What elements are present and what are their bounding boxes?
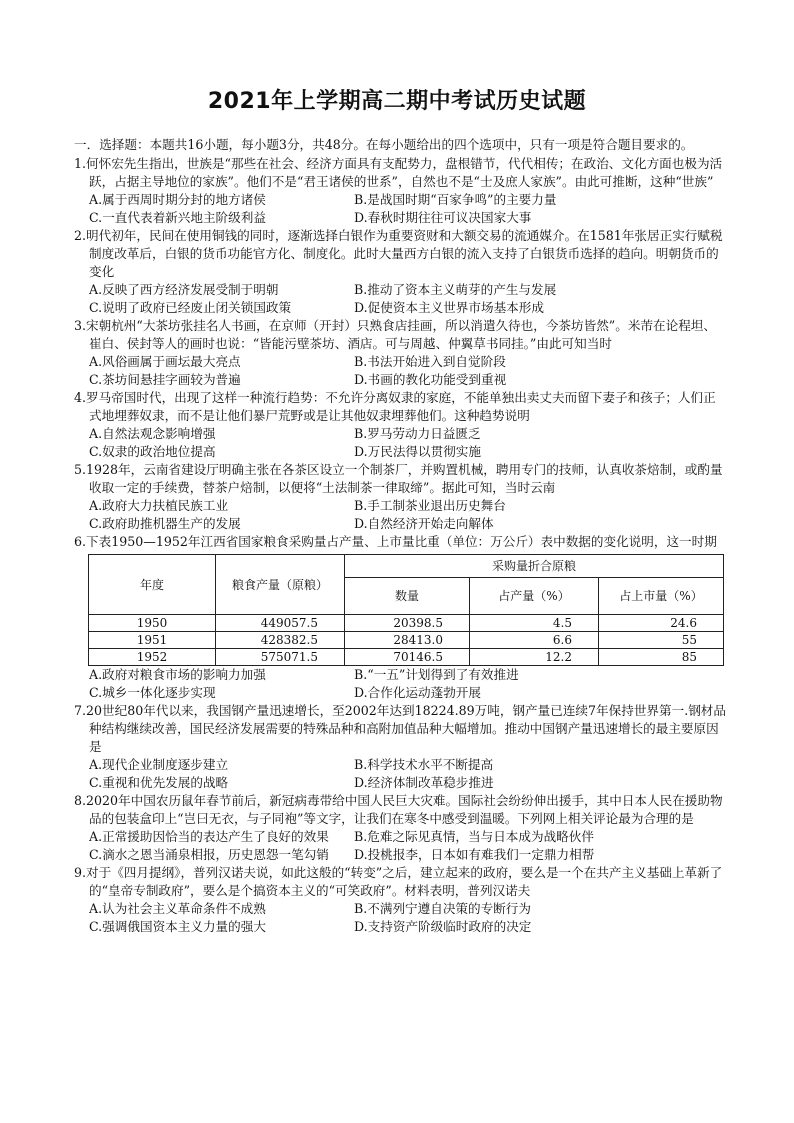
cell-year: 1951 (89, 632, 216, 649)
question-stem: 2.明代初年，民间在使用铜钱的同时，逐渐选择白银作为重要资财和大额交易的流通媒介。在1581年张居正实行赋税制度改革后，白银的货币功能官方化、制度化。此时大量西方白银的流入支持了白银货币选择的趋向。明朝货币的变化 (74, 228, 723, 279)
option-b[interactable]: B.是战国时期“百家争鸣”的主要力量 (354, 192, 557, 207)
option-b[interactable]: B.罗马劳动力日益匮乏 (354, 426, 481, 441)
question-stem: 5.1928年，云南省建设厅明确主张在各茶区设立一个制茶厂，并购置机械，聘用专门的技师，认真收茶焙制，或酌量收取一定的手续费，替茶户焙制，以便将“土法制茶一律取缔”。据此可知，当时云南 (74, 462, 723, 495)
cell-share-output: 4.5 (470, 615, 599, 632)
option-c[interactable]: C.政府助推机器生产的发展 (89, 516, 241, 531)
cell-share-market: 24.6 (599, 615, 724, 632)
question-options (74, 497, 726, 533)
option-d[interactable]: D.经济体制改革稳步推进 (354, 775, 494, 790)
option-d[interactable]: D.支持资产阶级临时政府的决定 (354, 919, 532, 934)
question-8 (74, 792, 726, 864)
question-stem: 6.下表1950—1952年江西省国家粮食采购量占产量、上市量比重（单位：万公斤）表中数据的变化说明，这一时期 (74, 534, 717, 549)
header-output: 粮食产量（原粮） (216, 555, 345, 615)
option-a[interactable]: A.属于西周时期分封的地方诸侯 (89, 192, 266, 207)
option-b[interactable]: B.手工制茶业退出历史舞台 (354, 498, 506, 513)
header-share-output: 占产量（%） (470, 578, 599, 615)
option-d[interactable]: D.自然经济开始走向解体 (354, 516, 494, 531)
question-options (74, 353, 726, 389)
option-a[interactable]: A.政府对粮食市场的影响力加强 (89, 667, 266, 682)
option-c[interactable]: C.强调俄国资本主义力量的强大 (89, 919, 266, 934)
question-options (74, 425, 726, 461)
grain-data-table (88, 554, 724, 666)
option-c[interactable]: C.滴水之恩当涌泉相报，历史恩怨一笔勾销 (89, 847, 329, 862)
table-row (89, 615, 724, 632)
option-d[interactable]: D.投桃报李，日本如有难我们一定鼎力相帮 (354, 847, 595, 862)
question-9 (74, 864, 726, 936)
question-options (74, 900, 726, 936)
question-stem: 8.2020年中国农历鼠年春节前后，新冠病毒带给中国人民巨大灾难。国际社会纷纷伸出援手，其中日本人民在援助物品的包装盒印上“岂曰无衣，与子同袍”等文字，让我们在寒冬中感受到温暖。下列网上相关评论最为合理的是 (74, 793, 723, 826)
option-b[interactable]: B.不满列宁遵自决策的专断行为 (354, 901, 531, 916)
cell-output: 428382.5 (216, 632, 345, 649)
question-stem: 1.何怀宏先生指出，世族是“那些在社会、经济方面具有支配势力，盘根错节，代代相传；在政治、文化方面也极为活跃，占据主导地位的家族”。他们不是“君王诸侯的世系”，自然也不是“士及庶人家族”。由此可推断，这种“世族” (74, 156, 723, 189)
cell-share-market: 85 (599, 649, 724, 666)
cell-quantity: 70146.5 (345, 649, 470, 666)
cell-quantity: 28413.0 (345, 632, 470, 649)
cell-year: 1952 (89, 649, 216, 666)
option-c[interactable]: C.重视和优先发展的战略 (89, 775, 229, 790)
header-share-market: 占上市量（%） (599, 578, 724, 615)
table-row (89, 632, 724, 649)
question-7 (74, 702, 726, 792)
header-purchase-group: 采购量折合原粮 (345, 555, 724, 578)
option-b[interactable]: B.危难之际见真情，当与日本成为战略伙伴 (354, 829, 594, 844)
page-title: 2021年上学期高二期中考试历史试题 (207, 89, 587, 114)
header-quantity: 数量 (345, 578, 470, 615)
option-a[interactable]: A.自然法观念影响增强 (89, 426, 216, 441)
option-d[interactable]: D.万民法得以贯彻实施 (354, 444, 481, 459)
section-heading: 一．选择题：本题共16小题，每小题3分，共48分。在每小题给出的四个选项中，只有一项是符合题目要求的。 (74, 137, 694, 152)
cell-output: 449057.5 (216, 615, 345, 632)
cell-share-output: 12.2 (470, 649, 599, 666)
option-c[interactable]: C.说明了政府已经废止闭关锁国政策 (89, 300, 292, 315)
table-row (89, 649, 724, 666)
option-d[interactable]: D.合作化运动蓬勃开展 (354, 685, 481, 700)
question-4 (74, 389, 726, 461)
option-a[interactable]: A.风俗画属于画坛最大亮点 (89, 354, 241, 369)
option-a[interactable]: A.现代企业制度逐步建立 (89, 757, 229, 772)
question-1 (74, 155, 726, 227)
question-options (74, 666, 726, 702)
cell-share-output: 6.6 (470, 632, 599, 649)
option-a[interactable]: A.政府大力扶植民族工业 (89, 498, 229, 513)
question-stem: 3.宋朝杭州“大茶坊张挂名人书画，在京师（开封）只熟食店挂画，所以消遣久待也，今茶坊皆然”。米芾在论程坦、崔白、侯封等人的画时也说：“皆能污壁茶坊、酒店。可与周越、仲翼草书同挂。”由此可知当时 (74, 318, 716, 351)
question-options (74, 828, 726, 864)
option-a[interactable]: A.正常援助因恰当的表达产生了良好的效果 (89, 829, 329, 844)
question-stem: 9.对于《四月提纲》，普列汉诺夫说，如此这般的“转变”之后，建立起来的政府，要么是一个在共产主义基础上革新了的“皇帝专制政府”，要么是个搞资本主义的“可笑政府”。材料表明，普列汉诺夫 (74, 865, 723, 898)
question-options (74, 191, 726, 227)
question-3 (74, 317, 726, 389)
header-year: 年度 (89, 555, 216, 615)
exam-content (74, 136, 726, 936)
question-stem: 7.20世纪80年代以来，我国钢产量迅速增长，至2002年达到18224.89万吨，钢产量已连续7年保持世界第一.钢材品种结构继续改善，国民经济发展需要的特殊品种和高附加值品种大幅增加。推动中国钢产量迅速增长的最主要原因是 (74, 703, 726, 754)
option-d[interactable]: D.春秋时期往往可议决国家大事 (354, 210, 532, 225)
cell-quantity: 20398.5 (345, 615, 470, 632)
question-5 (74, 461, 726, 533)
option-b[interactable]: B.“一五”计划得到了有效推进 (354, 667, 519, 682)
question-options (74, 281, 726, 317)
option-d[interactable]: D.促使资本主义世界市场基本形成 (354, 300, 544, 315)
option-d[interactable]: D.书画的教化功能受到重视 (354, 372, 507, 387)
option-c[interactable]: C.奴隶的政治地位提高 (89, 444, 216, 459)
option-c[interactable]: C.茶坊间悬挂字画较为普遍 (89, 372, 241, 387)
question-stem: 4.罗马帝国时代，出现了这样一种流行趋势：不允许分离奴隶的家庭，不能单独出卖丈夫而留下妻子和孩子；人们正式地埋葬奴隶，而不是让他们暴尸荒野或是让其他奴隶埋葬他们。这种趋势说明 (74, 390, 716, 423)
question-2 (74, 227, 726, 317)
option-b[interactable]: B.书法开始进入到自觉阶段 (354, 354, 506, 369)
option-c[interactable]: C.一直代表着新兴地主阶级利益 (89, 210, 266, 225)
option-b[interactable]: B.科学技术水平不断提高 (354, 757, 494, 772)
option-a[interactable]: A.反映了西方经济发展受制于明朝 (89, 282, 279, 297)
cell-share-market: 55 (599, 632, 724, 649)
option-a[interactable]: A.认为社会主义革命条件不成熟 (89, 901, 266, 916)
cell-year: 1950 (89, 615, 216, 632)
question-6 (74, 533, 726, 702)
option-c[interactable]: C.城乡一体化逐步实现 (89, 685, 216, 700)
option-b[interactable]: B.推动了资本主义萌芽的产生与发展 (354, 282, 557, 297)
question-options (74, 756, 726, 792)
cell-output: 575071.5 (216, 649, 345, 666)
